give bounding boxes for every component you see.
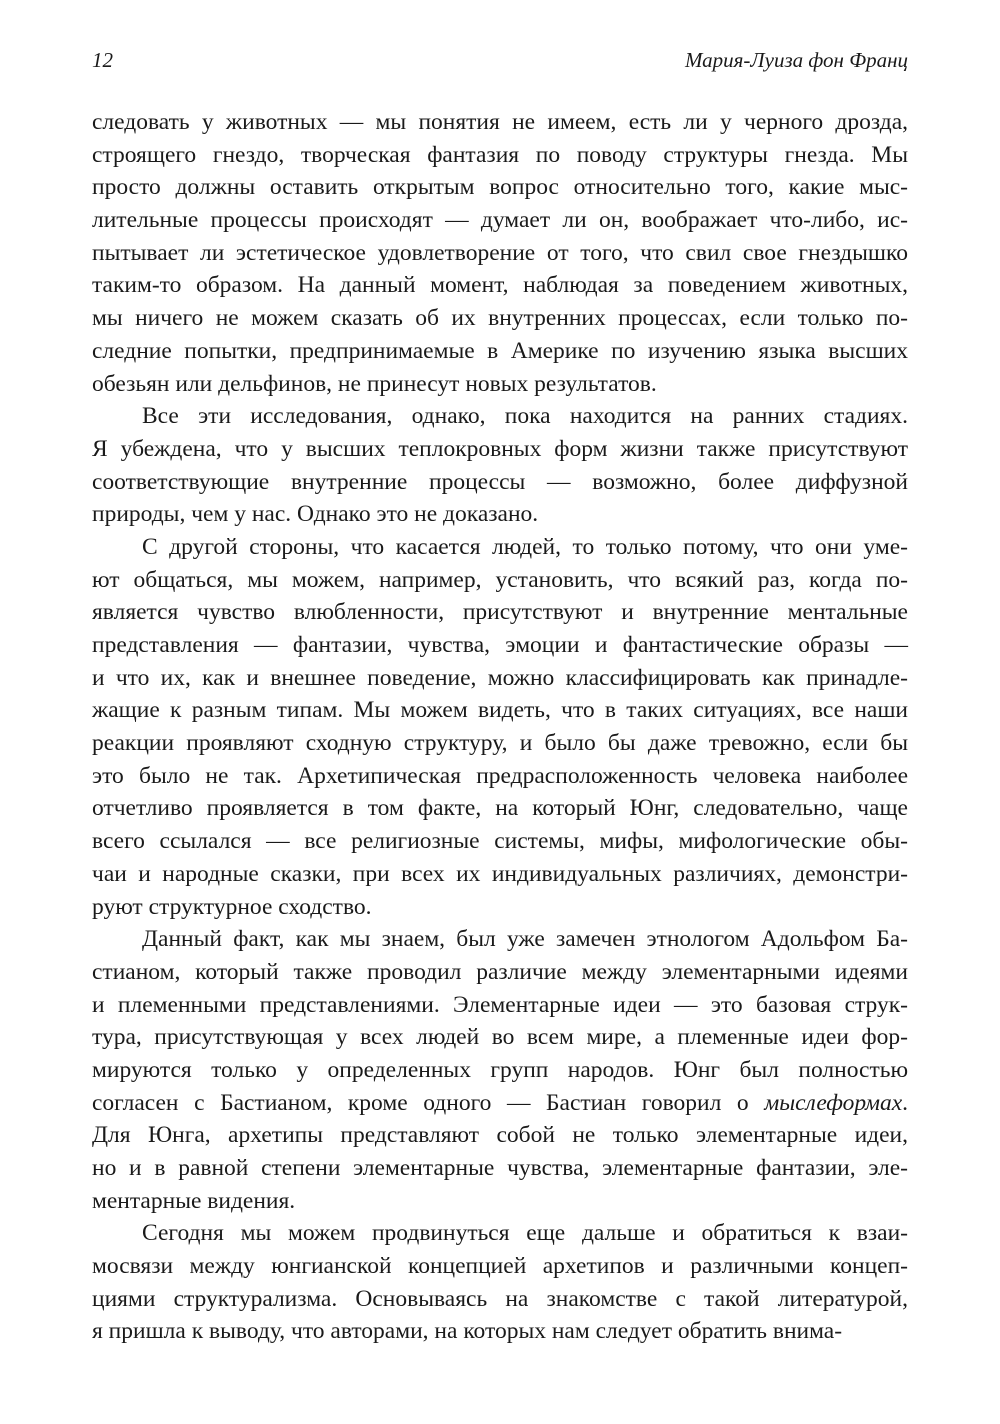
text-line: ментарные видения. bbox=[92, 1187, 296, 1214]
text-line: всего ссылался — все религиозные системы, мифы, мифологические обы- bbox=[92, 828, 908, 855]
text-line: природы, чем у нас. Однако это не доказано. bbox=[92, 501, 539, 528]
text-line: Я убеждена, что у высших теплокровных форм жизни также присутствуют bbox=[92, 435, 908, 462]
paragraph bbox=[92, 400, 908, 531]
text-line: я пришла к выводу, что авторами, на которых нам следует обратить внима- bbox=[92, 1318, 843, 1345]
text-line: строящего гнездо, творческая фантазия по поводу структуры гнезда. Мы bbox=[92, 141, 908, 168]
text-line: ют общаться, мы можем, например, установить, что всякий раз, когда по- bbox=[92, 566, 908, 593]
text-line: мосвязи между юнгианской концепцией архетипов и различными концеп- bbox=[92, 1253, 908, 1280]
paragraph bbox=[92, 923, 908, 1217]
text-line: циями структурализма. Основываясь на знакомстве с такой литературой, bbox=[92, 1285, 908, 1312]
text-line: следовать у животных — мы понятия не имеем, есть ли у черного дрозда, bbox=[92, 109, 908, 135]
text-line: жащие к разным типам. Мы можем видеть, что в таких ситуациях, все наши bbox=[92, 697, 908, 724]
text-line bbox=[92, 1087, 908, 1120]
text-line: Данный факт, как мы знаем, был уже замечен этнологом Адольфом Ба- bbox=[142, 926, 908, 953]
text-line: мы ничего не можем сказать об их внутренних процессах, если только по- bbox=[92, 305, 908, 332]
text-line: пытывает ли эстетическое удовлетворение от того, что свил свое гнездышко bbox=[92, 239, 908, 266]
text-segment: . bbox=[902, 1089, 908, 1116]
text-line: руют структурное сходство. bbox=[92, 893, 372, 920]
text-line: обезьян или дельфинов, не принесут новых результатов. bbox=[92, 370, 657, 397]
text-line: это было не так. Архетипическая предрасположенность человека наиболее bbox=[92, 762, 908, 789]
paragraph bbox=[92, 1217, 908, 1348]
body-text bbox=[92, 106, 908, 1348]
text-line: стианом, который также проводил различие между элементарными идеями bbox=[92, 958, 908, 985]
text-segment: согласен с Бастианом, кроме одного — Бастиан говорил о bbox=[92, 1089, 765, 1116]
italic-term: мыслеформах bbox=[764, 1089, 903, 1116]
text-line: Все эти исследования, однако, пока находится на ранних стадиях. bbox=[142, 403, 908, 430]
text-line: С другой стороны, что касается людей, то только потому, что они уме- bbox=[142, 533, 908, 560]
text-line: мируются только у определенных групп народов. Юнг был полностью bbox=[92, 1056, 908, 1083]
text-line: Сегодня мы можем продвинуться еще дальше и обратиться к взаи- bbox=[142, 1220, 908, 1247]
text-line: и племенными представлениями. Элементарные идеи — это базовая струк- bbox=[92, 991, 908, 1018]
text-line: лительные процессы происходят — думает ли он, воображает что-либо, ис- bbox=[92, 207, 908, 234]
text-line: Для Юнга, архетипы представляют собой не только элементарные идеи, bbox=[92, 1122, 908, 1149]
paragraph bbox=[92, 106, 908, 400]
text-line: таким-то образом. На данный момент, наблюдая за поведением животных, bbox=[92, 272, 908, 299]
text-line: представления — фантазии, чувства, эмоции и фантастические образы — bbox=[92, 632, 908, 658]
text-line: и что их, как и внешнее поведение, можно классифицировать как принадле- bbox=[92, 664, 908, 691]
text-line: тура, присутствующая у всех людей во всем мире, а племенные идеи фор- bbox=[92, 1024, 908, 1051]
text-line: но и в равной степени элементарные чувства, элементарные фантазии, эле- bbox=[92, 1155, 908, 1181]
text-line: реакции проявляют сходную структуру, и было бы даже тревожно, если бы bbox=[92, 730, 908, 757]
page-number: 12 bbox=[92, 48, 113, 72]
running-title: Мария-Луиза фон Франц bbox=[684, 48, 908, 72]
text-line: чаи и народные сказки, при всех их индивидуальных различиях, демонстри- bbox=[92, 860, 908, 887]
text-line: является чувство влюбленности, присутствуют и внутренние ментальные bbox=[92, 599, 908, 626]
text-line: просто должны оставить открытым вопрос относительно того, какие мыс- bbox=[92, 174, 908, 201]
paragraph bbox=[92, 531, 908, 923]
text-line: отчетливо проявляется в том факте, на который Юнг, следовательно, чаще bbox=[92, 795, 908, 822]
text-line: соответствующие внутренние процессы — возможно, более диффузной bbox=[92, 468, 908, 495]
text-line: следние попытки, предпринимаемые в Америке по изучению языка высших bbox=[92, 337, 908, 364]
